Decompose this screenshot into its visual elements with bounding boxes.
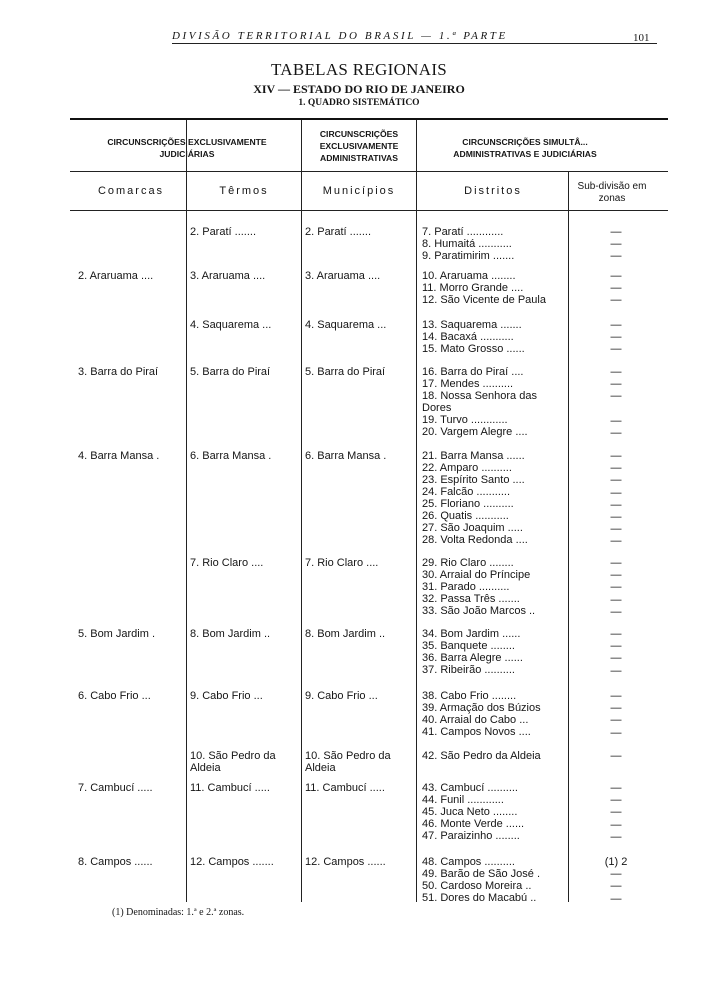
column-header-subdivisao: Sub-divisão em zonas — [577, 181, 647, 204]
distrito-item: 25. Floriano .......... — [422, 498, 514, 510]
distrito-item: 26. Quatis ........... — [422, 510, 509, 522]
column-divider — [186, 120, 187, 902]
distrito-item: 46. Monte Verde ...... — [422, 818, 525, 830]
subdivisao-item: — — [610, 294, 622, 307]
subdivisao-item: — — [610, 390, 622, 403]
distrito-item: 8. Humaitá ........... — [422, 238, 512, 250]
termo-cell: 2. Paratí ....... — [190, 226, 257, 238]
subdivisao-cell — [578, 557, 654, 618]
subdivisao-item: — — [610, 726, 622, 739]
distritos-cell — [422, 856, 568, 904]
distrito-item: 22. Amparo .......... — [422, 462, 512, 474]
subdivisao-item: — — [610, 794, 622, 807]
distrito-item: 12. São Vicente de Paula — [422, 294, 546, 306]
distrito-item: 30. Arraial do Príncipe — [422, 569, 531, 581]
municipio-cell: 10. São Pedro da Aldeia — [305, 750, 391, 774]
subdivisao-item: — — [610, 714, 622, 727]
distritos-cell — [422, 750, 568, 762]
subdivisao-item: — — [610, 750, 622, 762]
column-divider — [301, 120, 302, 902]
subdivisao-item: — — [610, 818, 622, 831]
subdivisao-item: — — [610, 474, 622, 487]
distrito-item: 15. Mato Grosso ...... — [422, 343, 525, 355]
municipio-cell: 2. Paratí ....... — [305, 226, 372, 238]
distrito-item: 32. Passa Três ....... — [422, 593, 520, 605]
municipio-cell: 3. Araruama .... — [305, 270, 381, 282]
subdivisao-item: — — [610, 806, 622, 819]
termo-cell: 3. Araruama .... — [190, 270, 266, 282]
subdivisao-item: — — [610, 498, 622, 511]
distrito-item: 18. Nossa Senhora das Dores — [422, 390, 537, 414]
distritos-cell — [422, 557, 568, 617]
termo-cell: 6. Barra Mansa . — [190, 450, 272, 462]
distrito-item: 11. Morro Grande .... — [422, 282, 524, 294]
distrito-item: 7. Paratí ............ — [422, 226, 504, 238]
subdivisao-cell — [578, 270, 654, 307]
comarca-cell: 6. Cabo Frio ... — [78, 690, 151, 702]
subdivisao-item: — — [610, 593, 622, 606]
municipio-cell: 5. Barra do Piraí — [305, 366, 386, 378]
subdivisao-cell — [578, 856, 654, 905]
subdivisao-item — [578, 403, 654, 415]
distrito-item: 13. Saquarema ....... — [422, 319, 522, 331]
group-header-judiciary: CIRCUNSCRIÇÕES EXCLUSIVAMENTE JUDICIÁRIAS — [107, 137, 267, 159]
column-header-comarcas: Comarcas — [97, 185, 165, 197]
municipio-cell: 6. Barra Mansa . — [305, 450, 387, 462]
column-divider — [568, 172, 569, 902]
distrito-item: 49. Barão de São José . — [422, 868, 541, 880]
subdivisao-item: — — [610, 830, 622, 843]
subdivisao-item: — — [610, 319, 622, 331]
footnote: (1) Denominadas: 1.ª e 2.ª zonas. — [112, 907, 245, 918]
group-header-rule — [70, 171, 668, 172]
termo-cell: 8. Bom Jardim .. — [190, 628, 271, 640]
municipio-cell: 12. Campos ...... — [305, 856, 386, 868]
distritos-cell — [422, 270, 568, 306]
comarca-cell: 5. Bom Jardim . — [78, 628, 156, 640]
subdivisao-item: — — [610, 414, 622, 427]
subdivisao-item: — — [610, 892, 622, 905]
subdivisao-item: — — [610, 238, 622, 251]
comarca-cell: 2. Araruama .... — [78, 270, 154, 282]
comarca-cell: 8. Campos ...... — [78, 856, 153, 868]
subdivisao-cell — [578, 319, 654, 356]
distrito-item: 10. Araruama ........ — [422, 270, 516, 282]
group-header-administrative: CIRCUNSCRIÇÕES EXCLUSIVAMENTE ADMINISTRATIVAS — [319, 129, 399, 163]
municipio-cell: 7. Rio Claro .... — [305, 557, 379, 569]
distrito-item: 37. Ribeirão .......... — [422, 664, 515, 676]
subdivisao-item: — — [610, 366, 622, 378]
distrito-item: 40. Arraial do Cabo ... — [422, 714, 529, 726]
subdivisao-item: — — [610, 510, 622, 523]
distrito-item: 41. Campos Novos .... — [422, 726, 531, 738]
distrito-item: 47. Paraizinho ........ — [422, 830, 520, 842]
subdivisao-item: — — [610, 880, 622, 893]
distrito-item: 51. Dores do Macabú .. — [422, 892, 537, 904]
distrito-item: 9. Paratimirim ....... — [422, 250, 515, 262]
distrito-item: 20. Vargem Alegre .... — [422, 426, 528, 438]
subdivisao-cell — [578, 450, 654, 548]
distrito-item: 38. Cabo Frio ........ — [422, 690, 517, 702]
comarca-cell: 7. Cambucí ..... — [78, 782, 153, 794]
subdivisao-item: — — [610, 557, 622, 569]
subdivisao-item: — — [610, 250, 622, 263]
subdivisao-item: — — [610, 868, 622, 881]
subdivisao-item: — — [610, 331, 622, 344]
distrito-item: 50. Cardoso Moreira .. — [422, 880, 532, 892]
subdivisao-cell — [578, 690, 654, 739]
subdivisao-item: — — [610, 664, 622, 677]
subdivisao-item: — — [610, 569, 622, 582]
running-head: DIVISÃO TERRITORIAL DO BRASIL — 1.ª PARTE — [172, 30, 508, 42]
subdivisao-item: (1) 2 — [604, 856, 628, 868]
termo-cell: 10. São Pedro da Aldeia — [190, 750, 276, 774]
distritos-cell — [422, 226, 568, 262]
distrito-item: 35. Banquete ........ — [422, 640, 515, 652]
subdivisao-cell — [578, 366, 654, 439]
distrito-item: 24. Falcão ........... — [422, 486, 511, 498]
subdivisao-item: — — [610, 450, 622, 462]
subdivisao-cell — [578, 628, 654, 677]
distrito-item: 19. Turvo ............ — [422, 414, 508, 426]
termo-cell: 4. Saquarema ... — [190, 319, 272, 331]
subdivisao-item: — — [610, 690, 622, 702]
distritos-cell — [422, 690, 568, 738]
subdivisao-item: — — [610, 270, 622, 282]
distritos-cell — [422, 366, 568, 438]
distrito-item: 48. Campos .......... — [422, 856, 515, 868]
distrito-item: 45. Juca Neto ........ — [422, 806, 518, 818]
distritos-cell — [422, 450, 568, 546]
subdivisao-item: — — [610, 343, 622, 356]
distrito-item: 43. Cambucí .......... — [422, 782, 518, 794]
subdivisao-cell — [578, 782, 654, 843]
subdivisao-item: — — [610, 486, 622, 499]
column-divider — [416, 120, 417, 902]
municipio-cell: 9. Cabo Frio ... — [305, 690, 378, 702]
distrito-item: 16. Barra do Piraí .... — [422, 366, 524, 378]
distrito-item: 17. Mendes .......... — [422, 378, 514, 390]
termo-cell: 7. Rio Claro .... — [190, 557, 264, 569]
subdivisao-cell — [578, 226, 654, 263]
termo-cell: 12. Campos ....... — [190, 856, 274, 868]
municipio-cell: 11. Cambucí ..... — [305, 782, 385, 794]
page-subtitle: XIV — ESTADO DO RIO DE JANEIRO — [253, 82, 465, 96]
distrito-item: 33. São João Marcos .. — [422, 605, 536, 617]
distrito-item: 29. Rio Claro ........ — [422, 557, 514, 569]
distrito-item: 14. Bacaxá ........... — [422, 331, 514, 343]
distrito-item: 21. Barra Mansa ...... — [422, 450, 525, 462]
municipio-cell: 4. Saquarema ... — [305, 319, 387, 331]
distrito-item: 39. Armação dos Búzios — [422, 702, 541, 714]
comarca-cell: 3. Barra do Piraí — [78, 366, 159, 378]
termo-cell: 9. Cabo Frio ... — [190, 690, 263, 702]
subdivisao-item: — — [610, 378, 622, 391]
comarca-cell: 4. Barra Mansa . — [78, 450, 160, 462]
column-header-municipios: Municípios — [322, 185, 396, 197]
distrito-item: 34. Bom Jardim ...... — [422, 628, 521, 640]
distrito-item: 23. Espírito Santo .... — [422, 474, 525, 486]
subdivisao-item: — — [610, 652, 622, 665]
subdivisao-item: — — [610, 782, 622, 794]
municipio-cell: 8. Bom Jardim .. — [305, 628, 386, 640]
distrito-item: 28. Volta Redonda .... — [422, 534, 528, 546]
termo-cell: 11. Cambucí ..... — [190, 782, 270, 794]
subdivisao-cell — [578, 750, 654, 762]
subdivisao-item: — — [610, 426, 622, 439]
subdivisao-item: — — [610, 282, 622, 295]
distritos-cell — [422, 319, 568, 355]
distrito-item: 44. Funil ............ — [422, 794, 504, 806]
subdivisao-item: — — [610, 702, 622, 715]
distritos-cell — [422, 782, 568, 842]
distrito-item: 42. São Pedro da Aldeia — [422, 750, 541, 762]
group-header-both: CIRCUNSCRIÇÕES SIMULTÂ... ADMINISTRATIVAS E JUDICIÁRIAS — [453, 137, 597, 159]
subdivisao-item: — — [610, 462, 622, 475]
distrito-item: 31. Parado .......... — [422, 581, 510, 593]
subdivisao-item: — — [610, 226, 622, 238]
page-title: TABELAS REGIONAIS — [270, 60, 448, 79]
section-title: 1. QUADRO SISTEMÁTICO — [298, 98, 420, 108]
subdivisao-item: — — [610, 628, 622, 640]
page-number: 101 — [633, 32, 650, 44]
distrito-item: 27. São Joaquim ..... — [422, 522, 523, 534]
termo-cell: 5. Barra do Piraí — [190, 366, 271, 378]
subdivisao-item: — — [610, 535, 622, 548]
subdivisao-item: — — [610, 581, 622, 594]
column-header-rule — [70, 210, 668, 211]
subdivisao-item: — — [610, 640, 622, 653]
subdivisao-item: — — [610, 605, 622, 618]
distritos-cell — [422, 628, 568, 676]
distrito-item: 36. Barra Alegre ...... — [422, 652, 523, 664]
header-rule — [172, 43, 657, 44]
column-header-termos: Têrmos — [219, 185, 269, 197]
column-header-distritos: Distritos — [464, 185, 522, 197]
table-top-rule — [70, 118, 668, 120]
subdivisao-item: — — [610, 523, 622, 536]
